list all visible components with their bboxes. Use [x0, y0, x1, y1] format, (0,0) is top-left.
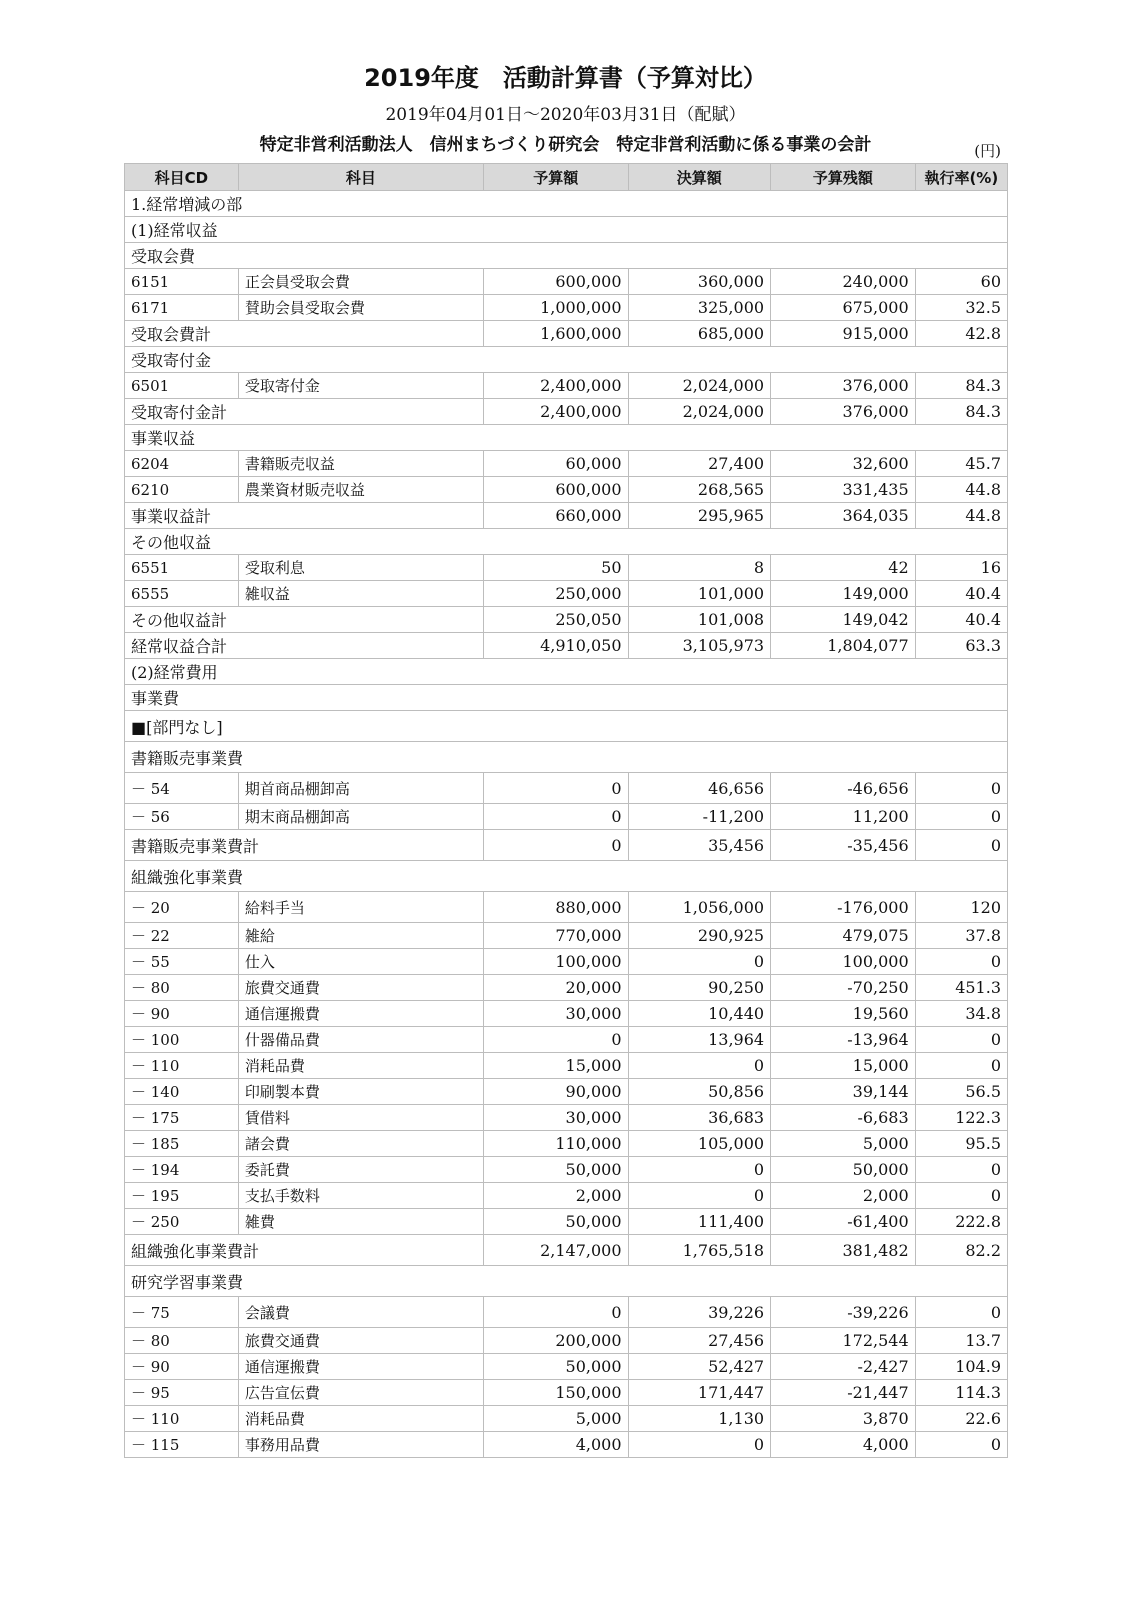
account-name-cell: 雑費	[238, 1209, 483, 1235]
account-code-cell: 6501	[125, 373, 239, 399]
rate-cell: 122.3	[915, 1105, 1007, 1131]
remaining-cell: 675,000	[771, 295, 916, 321]
section-label: 受取会費	[125, 243, 1008, 269]
table-row	[125, 1209, 1008, 1235]
actual-cell: 268,565	[628, 477, 771, 503]
remaining-cell: -61,400	[771, 1209, 916, 1235]
account-name-cell: 広告宣伝費	[238, 1380, 483, 1406]
section-label: 事業費	[125, 685, 1008, 711]
rate-cell: 40.4	[915, 607, 1007, 633]
actual-cell: 50,856	[628, 1079, 771, 1105]
budget-cell: 250,000	[483, 581, 628, 607]
remaining-cell: -35,456	[771, 830, 916, 861]
budget-cell: 250,050	[483, 607, 628, 633]
actual-cell: 0	[628, 949, 771, 975]
budget-cell: 2,400,000	[483, 373, 628, 399]
account-code-cell: － 54	[125, 773, 239, 804]
remaining-cell: -13,964	[771, 1027, 916, 1053]
budget-cell: 0	[483, 830, 628, 861]
organization-name: 特定非営利活動法人 信州まちづくり研究会 特定非営利活動に係る事業の会計	[259, 135, 872, 155]
account-name-cell: 賃借料	[238, 1105, 483, 1131]
account-code-cell: － 185	[125, 1131, 239, 1157]
rate-cell: 104.9	[915, 1354, 1007, 1380]
actual-cell: 0	[628, 1183, 771, 1209]
section-label: 組織強化事業費	[125, 861, 1008, 892]
table-row	[125, 451, 1008, 477]
actual-cell: 2,024,000	[628, 373, 771, 399]
remaining-cell: 5,000	[771, 1131, 916, 1157]
section-label: (2)経常費用	[125, 659, 1008, 685]
account-name-cell: 事務用品費	[238, 1432, 483, 1458]
budget-cell: 4,910,050	[483, 633, 628, 659]
section-row	[125, 347, 1008, 373]
table-row	[125, 295, 1008, 321]
rate-cell: 45.7	[915, 451, 1007, 477]
account-code-cell: － 55	[125, 949, 239, 975]
budget-cell: 0	[483, 804, 628, 830]
account-name-cell: 農業資材販売収益	[238, 477, 483, 503]
rate-cell: 0	[915, 1183, 1007, 1209]
column-header-budget: 予算額	[483, 164, 628, 191]
remaining-cell: 11,200	[771, 804, 916, 830]
table-row	[125, 1157, 1008, 1183]
remaining-cell: 2,000	[771, 1183, 916, 1209]
account-name-cell: 消耗品費	[238, 1406, 483, 1432]
budget-cell: 4,000	[483, 1432, 628, 1458]
budget-cell: 600,000	[483, 477, 628, 503]
actual-cell: 290,925	[628, 923, 771, 949]
actual-cell: 1,130	[628, 1406, 771, 1432]
subtotal-row	[125, 321, 1008, 347]
rate-cell: 0	[915, 1157, 1007, 1183]
account-code-cell: 6210	[125, 477, 239, 503]
budget-comparison-table	[124, 163, 1008, 1458]
remaining-cell: 172,544	[771, 1328, 916, 1354]
account-code-cell: － 75	[125, 1297, 239, 1328]
account-code-cell: 6551	[125, 555, 239, 581]
account-name-cell: 委託費	[238, 1157, 483, 1183]
remaining-cell: 364,035	[771, 503, 916, 529]
account-name-cell: 給料手当	[238, 892, 483, 923]
remaining-cell: 19,560	[771, 1001, 916, 1027]
actual-cell: 0	[628, 1157, 771, 1183]
table-row	[125, 892, 1008, 923]
budget-cell: 2,000	[483, 1183, 628, 1209]
rate-cell: 16	[915, 555, 1007, 581]
actual-cell: 325,000	[628, 295, 771, 321]
rate-cell: 95.5	[915, 1131, 1007, 1157]
budget-cell: 110,000	[483, 1131, 628, 1157]
account-name-cell: 受取寄付金	[238, 373, 483, 399]
account-code-cell: 6151	[125, 269, 239, 295]
rate-cell: 22.6	[915, 1406, 1007, 1432]
subtotal-row	[125, 1235, 1008, 1266]
table-row	[125, 1183, 1008, 1209]
rate-cell: 63.3	[915, 633, 1007, 659]
account-name-cell: 消耗品費	[238, 1053, 483, 1079]
account-name-cell: 什器備品費	[238, 1027, 483, 1053]
remaining-cell: 4,000	[771, 1432, 916, 1458]
budget-cell: 0	[483, 1027, 628, 1053]
budget-cell: 100,000	[483, 949, 628, 975]
table-row	[125, 373, 1008, 399]
rate-cell: 0	[915, 949, 1007, 975]
remaining-cell: 240,000	[771, 269, 916, 295]
budget-cell: 60,000	[483, 451, 628, 477]
section-label: 書籍販売事業費	[125, 742, 1008, 773]
rate-cell: 37.8	[915, 923, 1007, 949]
document-title: 2019年度 活動計算書（予算対比）	[364, 64, 767, 92]
table-row	[125, 1053, 1008, 1079]
subtotal-label: 受取会費計	[125, 321, 484, 347]
account-code-cell: － 80	[125, 975, 239, 1001]
account-code-cell: － 140	[125, 1079, 239, 1105]
table-row	[125, 773, 1008, 804]
actual-cell: 101,008	[628, 607, 771, 633]
section-row	[125, 529, 1008, 555]
account-code-cell: － 90	[125, 1354, 239, 1380]
table-row	[125, 581, 1008, 607]
account-name-cell: 諸会費	[238, 1131, 483, 1157]
subtotal-label: 事業収益計	[125, 503, 484, 529]
rate-cell: 0	[915, 1053, 1007, 1079]
actual-cell: 3,105,973	[628, 633, 771, 659]
budget-cell: 0	[483, 1297, 628, 1328]
rate-cell: 84.3	[915, 399, 1007, 425]
actual-cell: 171,447	[628, 1380, 771, 1406]
column-header-actual: 決算額	[628, 164, 771, 191]
fiscal-period: 2019年04月01日～2020年03月31日（配賦）	[385, 105, 746, 125]
table-row	[125, 949, 1008, 975]
remaining-cell: 42	[771, 555, 916, 581]
section-row	[125, 191, 1008, 217]
budget-cell: 2,400,000	[483, 399, 628, 425]
remaining-cell: 149,000	[771, 581, 916, 607]
actual-cell: 52,427	[628, 1354, 771, 1380]
account-code-cell: － 250	[125, 1209, 239, 1235]
budget-cell: 600,000	[483, 269, 628, 295]
section-label: (1)経常収益	[125, 217, 1008, 243]
column-header-account: 科目	[238, 164, 483, 191]
actual-cell: 0	[628, 1053, 771, 1079]
account-name-cell: 雑給	[238, 923, 483, 949]
currency-unit: (円)	[974, 142, 1001, 160]
account-code-cell: － 194	[125, 1157, 239, 1183]
table-row	[125, 975, 1008, 1001]
account-code-cell: － 95	[125, 1380, 239, 1406]
remaining-cell: -6,683	[771, 1105, 916, 1131]
account-name-cell: 受取利息	[238, 555, 483, 581]
table-row	[125, 1027, 1008, 1053]
remaining-cell: 3,870	[771, 1406, 916, 1432]
table-header-row	[125, 164, 1008, 191]
table-row	[125, 1328, 1008, 1354]
actual-cell: 2,024,000	[628, 399, 771, 425]
column-header-remaining: 予算残額	[771, 164, 916, 191]
actual-cell: 101,000	[628, 581, 771, 607]
rate-cell: 32.5	[915, 295, 1007, 321]
account-name-cell: 会議費	[238, 1297, 483, 1328]
budget-cell: 880,000	[483, 892, 628, 923]
account-name-cell: 通信運搬費	[238, 1354, 483, 1380]
remaining-cell: 32,600	[771, 451, 916, 477]
account-name-cell: 書籍販売収益	[238, 451, 483, 477]
actual-cell: 360,000	[628, 269, 771, 295]
account-name-cell: 旅費交通費	[238, 975, 483, 1001]
actual-cell: 1,765,518	[628, 1235, 771, 1266]
account-code-cell: － 56	[125, 804, 239, 830]
table-row	[125, 1001, 1008, 1027]
account-code-cell: － 110	[125, 1406, 239, 1432]
budget-cell: 50,000	[483, 1157, 628, 1183]
account-name-cell: 旅費交通費	[238, 1328, 483, 1354]
table-row	[125, 1380, 1008, 1406]
budget-cell: 0	[483, 773, 628, 804]
actual-cell: 0	[628, 1432, 771, 1458]
rate-cell: 82.2	[915, 1235, 1007, 1266]
section-row	[125, 659, 1008, 685]
account-code-cell: － 80	[125, 1328, 239, 1354]
section-row	[125, 711, 1008, 742]
table-body	[125, 191, 1008, 1458]
rate-cell: 114.3	[915, 1380, 1007, 1406]
account-code-cell: 6171	[125, 295, 239, 321]
remaining-cell: 331,435	[771, 477, 916, 503]
table-row	[125, 1297, 1008, 1328]
budget-cell: 660,000	[483, 503, 628, 529]
remaining-cell: 50,000	[771, 1157, 916, 1183]
remaining-cell: -70,250	[771, 975, 916, 1001]
remaining-cell: 915,000	[771, 321, 916, 347]
rate-cell: 0	[915, 830, 1007, 861]
rate-cell: 44.8	[915, 503, 1007, 529]
subtotal-label: 受取寄付金計	[125, 399, 484, 425]
actual-cell: 46,656	[628, 773, 771, 804]
section-label: 研究学習事業費	[125, 1266, 1008, 1297]
table-row	[125, 1105, 1008, 1131]
rate-cell: 222.8	[915, 1209, 1007, 1235]
account-name-cell: 支払手数料	[238, 1183, 483, 1209]
subtotal-label: 書籍販売事業費計	[125, 830, 484, 861]
actual-cell: 27,400	[628, 451, 771, 477]
account-code-cell: － 115	[125, 1432, 239, 1458]
remaining-cell: 376,000	[771, 399, 916, 425]
account-code-cell: 6204	[125, 451, 239, 477]
budget-cell: 90,000	[483, 1079, 628, 1105]
rate-cell: 0	[915, 1432, 1007, 1458]
rate-cell: 84.3	[915, 373, 1007, 399]
subtotal-row	[125, 633, 1008, 659]
actual-cell: 685,000	[628, 321, 771, 347]
budget-cell: 50,000	[483, 1354, 628, 1380]
section-label: 1.経常増減の部	[125, 191, 1008, 217]
remaining-cell: 39,144	[771, 1079, 916, 1105]
account-code-cell: 6555	[125, 581, 239, 607]
remaining-cell: 376,000	[771, 373, 916, 399]
rate-cell: 60	[915, 269, 1007, 295]
account-code-cell: － 90	[125, 1001, 239, 1027]
section-row	[125, 1266, 1008, 1297]
rate-cell: 451.3	[915, 975, 1007, 1001]
section-row	[125, 742, 1008, 773]
rate-cell: 34.8	[915, 1001, 1007, 1027]
subtotal-label: 経常収益合計	[125, 633, 484, 659]
remaining-cell: 381,482	[771, 1235, 916, 1266]
budget-cell: 1,000,000	[483, 295, 628, 321]
rate-cell: 42.8	[915, 321, 1007, 347]
account-name-cell: 印刷製本費	[238, 1079, 483, 1105]
remaining-cell: 100,000	[771, 949, 916, 975]
account-code-cell: － 20	[125, 892, 239, 923]
rate-cell: 0	[915, 1297, 1007, 1328]
remaining-cell: 15,000	[771, 1053, 916, 1079]
remaining-cell: -39,226	[771, 1297, 916, 1328]
subtotal-label: 組織強化事業費計	[125, 1235, 484, 1266]
rate-cell: 44.8	[915, 477, 1007, 503]
subtotal-row	[125, 607, 1008, 633]
account-name-cell: 期首商品棚卸高	[238, 773, 483, 804]
table-row	[125, 1406, 1008, 1432]
rate-cell: 0	[915, 1027, 1007, 1053]
account-code-cell: － 22	[125, 923, 239, 949]
budget-cell: 20,000	[483, 975, 628, 1001]
section-row	[125, 217, 1008, 243]
table-row	[125, 555, 1008, 581]
actual-cell: 295,965	[628, 503, 771, 529]
remaining-cell: -176,000	[771, 892, 916, 923]
actual-cell: 13,964	[628, 1027, 771, 1053]
subtotal-label: その他収益計	[125, 607, 484, 633]
actual-cell: 10,440	[628, 1001, 771, 1027]
section-label: ■[部門なし]	[125, 711, 1008, 742]
actual-cell: 105,000	[628, 1131, 771, 1157]
actual-cell: 1,056,000	[628, 892, 771, 923]
rate-cell: 40.4	[915, 581, 1007, 607]
account-code-cell: － 175	[125, 1105, 239, 1131]
rate-cell: 0	[915, 804, 1007, 830]
remaining-cell: 149,042	[771, 607, 916, 633]
table-row	[125, 923, 1008, 949]
subtotal-row	[125, 830, 1008, 861]
actual-cell: -11,200	[628, 804, 771, 830]
table-row	[125, 1079, 1008, 1105]
section-label: 受取寄付金	[125, 347, 1008, 373]
table-row	[125, 1131, 1008, 1157]
budget-cell: 50	[483, 555, 628, 581]
remaining-cell: -2,427	[771, 1354, 916, 1380]
account-code-cell: － 110	[125, 1053, 239, 1079]
section-label: 事業収益	[125, 425, 1008, 451]
rate-cell: 56.5	[915, 1079, 1007, 1105]
account-name-cell: 雑収益	[238, 581, 483, 607]
actual-cell: 111,400	[628, 1209, 771, 1235]
actual-cell: 8	[628, 555, 771, 581]
account-name-cell: 仕入	[238, 949, 483, 975]
column-header-execution-rate: 執行率(%)	[915, 164, 1007, 191]
remaining-cell: 1,804,077	[771, 633, 916, 659]
table-row	[125, 804, 1008, 830]
budget-cell: 200,000	[483, 1328, 628, 1354]
section-row	[125, 243, 1008, 269]
budget-cell: 15,000	[483, 1053, 628, 1079]
budget-cell: 30,000	[483, 1105, 628, 1131]
section-row	[125, 685, 1008, 711]
account-name-cell: 通信運搬費	[238, 1001, 483, 1027]
table-row	[125, 1432, 1008, 1458]
subtotal-row	[125, 399, 1008, 425]
account-name-cell: 正会員受取会費	[238, 269, 483, 295]
budget-cell: 50,000	[483, 1209, 628, 1235]
budget-cell: 770,000	[483, 923, 628, 949]
account-code-cell: － 195	[125, 1183, 239, 1209]
budget-cell: 5,000	[483, 1406, 628, 1432]
remaining-cell: -21,447	[771, 1380, 916, 1406]
section-label: その他収益	[125, 529, 1008, 555]
rate-cell: 120	[915, 892, 1007, 923]
column-header-code: 科目CD	[125, 164, 239, 191]
remaining-cell: -46,656	[771, 773, 916, 804]
account-name-cell: 賛助会員受取会費	[238, 295, 483, 321]
budget-cell: 150,000	[483, 1380, 628, 1406]
remaining-cell: 479,075	[771, 923, 916, 949]
actual-cell: 35,456	[628, 830, 771, 861]
budget-cell: 1,600,000	[483, 321, 628, 347]
rate-cell: 0	[915, 773, 1007, 804]
table-row	[125, 1354, 1008, 1380]
table-row	[125, 477, 1008, 503]
subtotal-row	[125, 503, 1008, 529]
section-row	[125, 861, 1008, 892]
account-code-cell: － 100	[125, 1027, 239, 1053]
actual-cell: 27,456	[628, 1328, 771, 1354]
actual-cell: 90,250	[628, 975, 771, 1001]
section-row	[125, 425, 1008, 451]
table-row	[125, 269, 1008, 295]
actual-cell: 36,683	[628, 1105, 771, 1131]
actual-cell: 39,226	[628, 1297, 771, 1328]
budget-cell: 2,147,000	[483, 1235, 628, 1266]
budget-cell: 30,000	[483, 1001, 628, 1027]
account-name-cell: 期末商品棚卸高	[238, 804, 483, 830]
rate-cell: 13.7	[915, 1328, 1007, 1354]
